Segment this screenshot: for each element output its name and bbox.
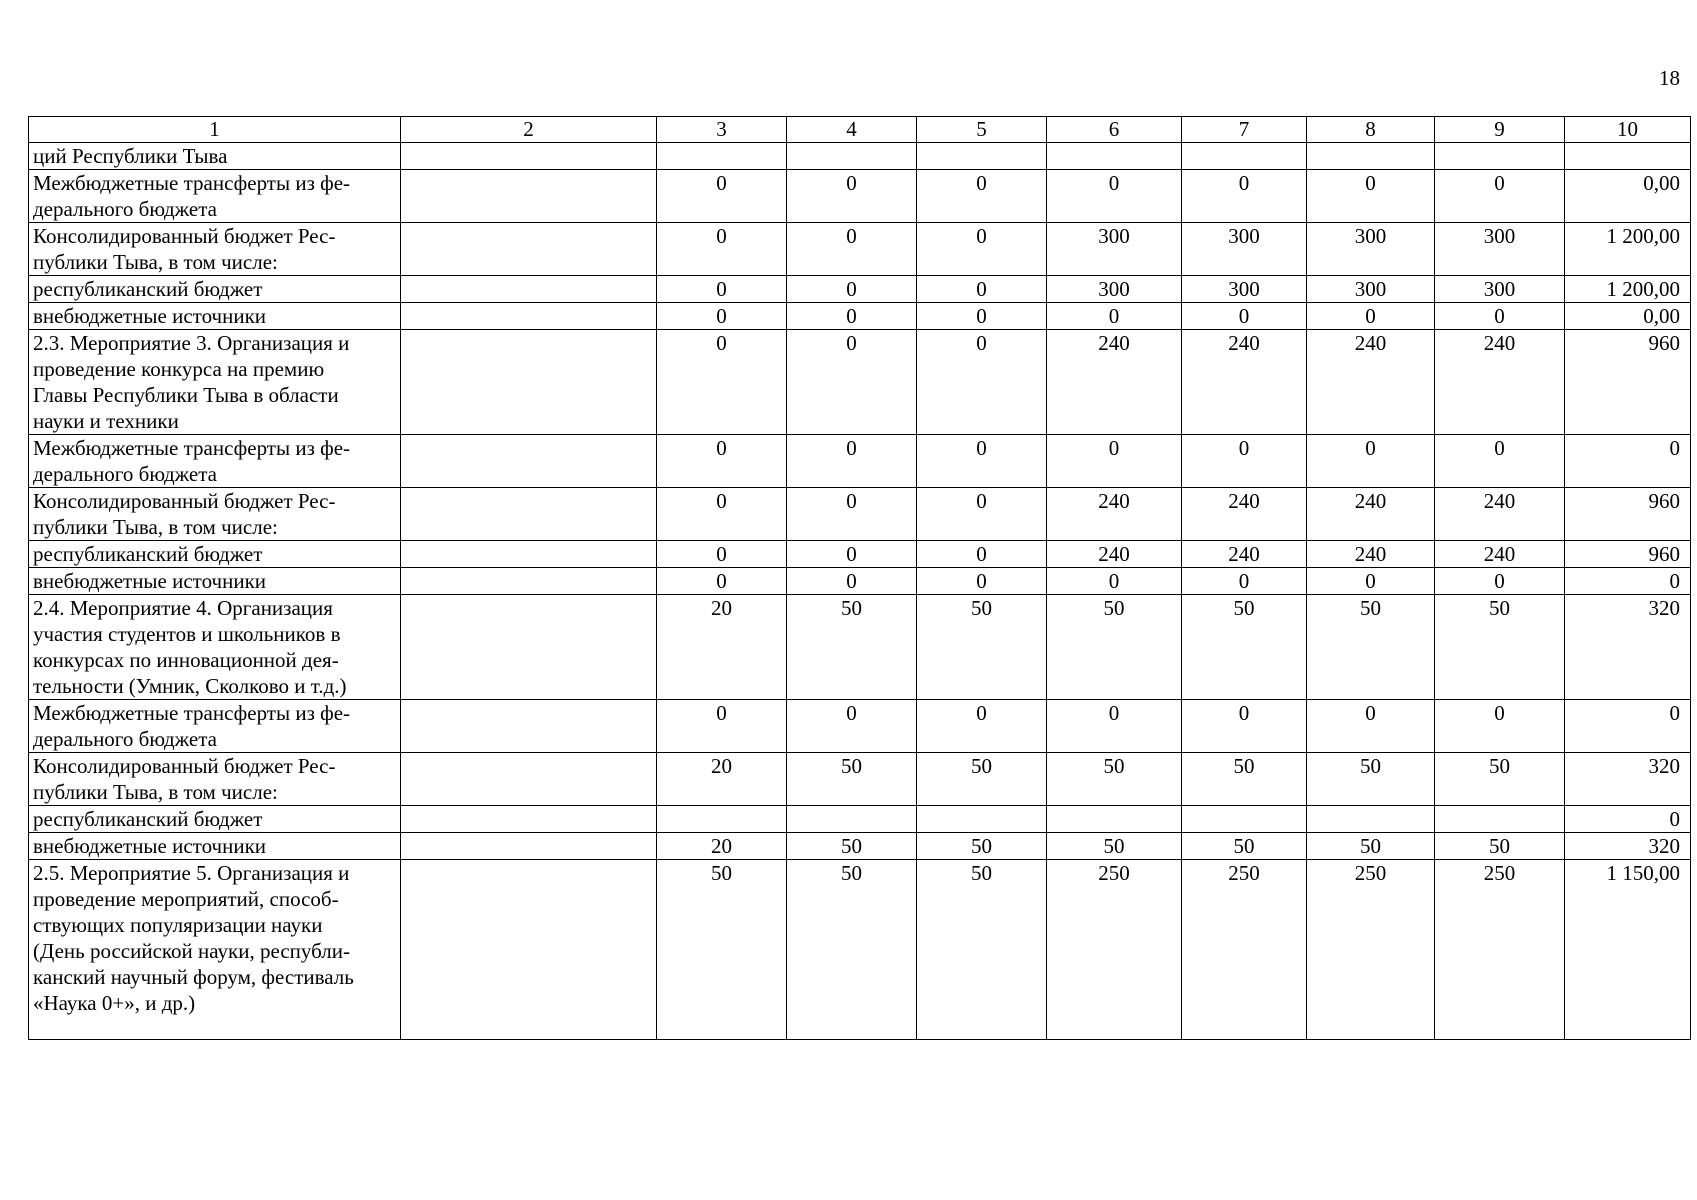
value-cell: 50: [1182, 753, 1307, 806]
value-cell: 0: [787, 303, 917, 330]
value-cell: 0: [917, 303, 1047, 330]
table-row: [29, 223, 1691, 276]
value-cell: 300: [1182, 223, 1307, 276]
value-cell: 0: [657, 223, 787, 276]
value-cell: 1 150,00: [1565, 860, 1691, 1040]
value-cell: 0: [1047, 303, 1182, 330]
empty-cell: [401, 806, 657, 833]
value-cell: [917, 806, 1047, 833]
row-label: Консолидированный бюджет Рес- публики Тыва, в том числе:: [29, 488, 401, 541]
empty-cell: [401, 700, 657, 753]
value-cell: 0: [787, 223, 917, 276]
value-cell: 50: [1435, 833, 1565, 860]
value-cell: 0: [917, 488, 1047, 541]
value-cell: 0: [1047, 435, 1182, 488]
row-label: 2.4. Мероприятие 4. Организация участия студентов и школьников в конкурсах по инновационной дея- тельности (Умник, Сколково и т.д.): [29, 595, 401, 700]
value-cell: 0: [657, 170, 787, 223]
value-cell: 300: [1435, 276, 1565, 303]
row-label: Консолидированный бюджет Рес- публики Тыва, в том числе:: [29, 223, 401, 276]
value-cell: 0: [1047, 170, 1182, 223]
empty-cell: [401, 541, 657, 568]
value-cell: 240: [1047, 541, 1182, 568]
value-cell: 240: [1182, 488, 1307, 541]
value-cell: [1307, 143, 1435, 170]
value-cell: 0: [1182, 700, 1307, 753]
value-cell: 0: [1435, 700, 1565, 753]
table-header-row: [29, 117, 1691, 143]
budget-table: [28, 116, 1691, 1040]
empty-cell: [401, 276, 657, 303]
table-row: [29, 330, 1691, 435]
value-cell: 0: [1435, 435, 1565, 488]
value-cell: 0: [657, 276, 787, 303]
value-cell: [787, 143, 917, 170]
column-number: 6: [1047, 117, 1182, 143]
table-row: [29, 833, 1691, 860]
row-label: Консолидированный бюджет Рес- публики Тыва, в том числе:: [29, 753, 401, 806]
value-cell: 0: [1182, 568, 1307, 595]
value-cell: 0: [787, 541, 917, 568]
table-row: [29, 488, 1691, 541]
value-cell: 0: [657, 700, 787, 753]
row-label: республиканский бюджет: [29, 541, 401, 568]
value-cell: 20: [657, 595, 787, 700]
value-cell: 20: [657, 833, 787, 860]
value-cell: 50: [1435, 753, 1565, 806]
value-cell: 50: [1047, 833, 1182, 860]
value-cell: 0: [1435, 568, 1565, 595]
value-cell: 0: [1307, 170, 1435, 223]
table-row: [29, 276, 1691, 303]
value-cell: 50: [657, 860, 787, 1040]
value-cell: 0: [917, 276, 1047, 303]
value-cell: 0: [917, 435, 1047, 488]
value-cell: 240: [1047, 488, 1182, 541]
value-cell: 50: [1182, 833, 1307, 860]
value-cell: 0: [657, 488, 787, 541]
column-number: 2: [401, 117, 657, 143]
value-cell: 300: [1307, 223, 1435, 276]
row-label: Межбюджетные трансферты из фе- дерального бюджета: [29, 170, 401, 223]
empty-cell: [401, 143, 657, 170]
value-cell: [1565, 143, 1691, 170]
table-row: [29, 303, 1691, 330]
value-cell: 0: [1182, 170, 1307, 223]
value-cell: 240: [1435, 488, 1565, 541]
table-row: [29, 753, 1691, 806]
empty-cell: [401, 435, 657, 488]
value-cell: 0: [1047, 700, 1182, 753]
value-cell: 50: [787, 833, 917, 860]
table-row: [29, 568, 1691, 595]
value-cell: 240: [1047, 330, 1182, 435]
value-cell: 0: [657, 303, 787, 330]
value-cell: 0: [657, 568, 787, 595]
value-cell: 300: [1307, 276, 1435, 303]
table-row: [29, 806, 1691, 833]
column-number: 5: [917, 117, 1047, 143]
row-label: внебюджетные источники: [29, 303, 401, 330]
value-cell: [1435, 806, 1565, 833]
value-cell: 0: [787, 488, 917, 541]
value-cell: 240: [1307, 541, 1435, 568]
value-cell: 50: [917, 860, 1047, 1040]
value-cell: 0: [917, 541, 1047, 568]
value-cell: 0: [1307, 700, 1435, 753]
value-cell: 320: [1565, 833, 1691, 860]
page-number: 18: [1659, 66, 1680, 90]
value-cell: 1 200,00: [1565, 276, 1691, 303]
column-number: 4: [787, 117, 917, 143]
value-cell: 50: [1307, 595, 1435, 700]
value-cell: 250: [1182, 860, 1307, 1040]
value-cell: [1182, 806, 1307, 833]
value-cell: 0: [1565, 700, 1691, 753]
value-cell: 0: [657, 330, 787, 435]
value-cell: 50: [1307, 753, 1435, 806]
value-cell: 0: [917, 223, 1047, 276]
value-cell: [1047, 143, 1182, 170]
column-number: 1: [29, 117, 401, 143]
column-number: 10: [1565, 117, 1691, 143]
value-cell: 50: [787, 753, 917, 806]
value-cell: 250: [1435, 860, 1565, 1040]
value-cell: 320: [1565, 753, 1691, 806]
value-cell: 0: [787, 276, 917, 303]
table-row: [29, 700, 1691, 753]
value-cell: 0: [917, 700, 1047, 753]
value-cell: 0: [657, 541, 787, 568]
value-cell: 250: [1047, 860, 1182, 1040]
table-row: [29, 860, 1691, 1040]
value-cell: 0: [1435, 170, 1565, 223]
value-cell: [657, 806, 787, 833]
value-cell: 0: [1182, 435, 1307, 488]
value-cell: 50: [787, 595, 917, 700]
value-cell: 1 200,00: [1565, 223, 1691, 276]
value-cell: 240: [1182, 541, 1307, 568]
empty-cell: [401, 170, 657, 223]
value-cell: 240: [1435, 330, 1565, 435]
value-cell: 50: [917, 595, 1047, 700]
value-cell: 300: [1047, 223, 1182, 276]
table-row: [29, 595, 1691, 700]
value-cell: 0: [787, 435, 917, 488]
value-cell: 0: [787, 568, 917, 595]
value-cell: 50: [917, 833, 1047, 860]
value-cell: [1307, 806, 1435, 833]
row-label: 2.3. Мероприятие 3. Организация и проведение конкурса на премию Главы Республики Тыва в области науки и техники: [29, 330, 401, 435]
empty-cell: [401, 595, 657, 700]
value-cell: 50: [917, 753, 1047, 806]
row-label: внебюджетные источники: [29, 833, 401, 860]
value-cell: 240: [1182, 330, 1307, 435]
empty-cell: [401, 488, 657, 541]
column-number: 7: [1182, 117, 1307, 143]
table-row: [29, 541, 1691, 568]
value-cell: 50: [1182, 595, 1307, 700]
table-row: [29, 143, 1691, 170]
value-cell: 0: [1182, 303, 1307, 330]
row-label: Межбюджетные трансферты из фе- дерального бюджета: [29, 700, 401, 753]
row-label: внебюджетные источники: [29, 568, 401, 595]
value-cell: 960: [1565, 488, 1691, 541]
value-cell: [787, 806, 917, 833]
value-cell: 50: [1435, 595, 1565, 700]
value-cell: [1435, 143, 1565, 170]
value-cell: [917, 143, 1047, 170]
empty-cell: [401, 860, 657, 1040]
value-cell: 0,00: [1565, 303, 1691, 330]
empty-cell: [401, 330, 657, 435]
value-cell: 320: [1565, 595, 1691, 700]
column-number: 3: [657, 117, 787, 143]
value-cell: [1047, 806, 1182, 833]
value-cell: 50: [787, 860, 917, 1040]
row-label: ций Республики Тыва: [29, 143, 401, 170]
value-cell: 0: [917, 170, 1047, 223]
value-cell: 300: [1182, 276, 1307, 303]
value-cell: 50: [1047, 595, 1182, 700]
value-cell: 0: [1307, 435, 1435, 488]
value-cell: 0: [787, 330, 917, 435]
value-cell: 0: [1047, 568, 1182, 595]
value-cell: 50: [1307, 833, 1435, 860]
empty-cell: [401, 223, 657, 276]
row-label: республиканский бюджет: [29, 276, 401, 303]
value-cell: [1182, 143, 1307, 170]
value-cell: 50: [1047, 753, 1182, 806]
value-cell: 250: [1307, 860, 1435, 1040]
table-row: [29, 435, 1691, 488]
value-cell: 300: [1047, 276, 1182, 303]
value-cell: 240: [1307, 330, 1435, 435]
empty-cell: [401, 753, 657, 806]
row-label: 2.5. Мероприятие 5. Организация и проведение мероприятий, способ- ствующих популяризации науки (День российской науки, республи- канский научный форум, фестиваль «Наука 0+», и др.): [29, 860, 401, 1040]
column-number: 8: [1307, 117, 1435, 143]
value-cell: 0: [1565, 806, 1691, 833]
empty-cell: [401, 833, 657, 860]
value-cell: 960: [1565, 541, 1691, 568]
column-number: 9: [1435, 117, 1565, 143]
row-label: республиканский бюджет: [29, 806, 401, 833]
value-cell: 0: [787, 700, 917, 753]
value-cell: 0: [1435, 303, 1565, 330]
value-cell: 0: [917, 568, 1047, 595]
value-cell: 20: [657, 753, 787, 806]
value-cell: 0: [1565, 435, 1691, 488]
table-row: [29, 170, 1691, 223]
empty-cell: [401, 568, 657, 595]
value-cell: 0: [1565, 568, 1691, 595]
value-cell: [657, 143, 787, 170]
value-cell: 300: [1435, 223, 1565, 276]
empty-cell: [401, 303, 657, 330]
value-cell: 240: [1435, 541, 1565, 568]
value-cell: 960: [1565, 330, 1691, 435]
value-cell: 0: [1307, 568, 1435, 595]
value-cell: 0: [657, 435, 787, 488]
value-cell: 0: [1307, 303, 1435, 330]
value-cell: 0: [917, 330, 1047, 435]
value-cell: 0: [787, 170, 917, 223]
row-label: Межбюджетные трансферты из фе- дерального бюджета: [29, 435, 401, 488]
value-cell: 240: [1307, 488, 1435, 541]
value-cell: 0,00: [1565, 170, 1691, 223]
